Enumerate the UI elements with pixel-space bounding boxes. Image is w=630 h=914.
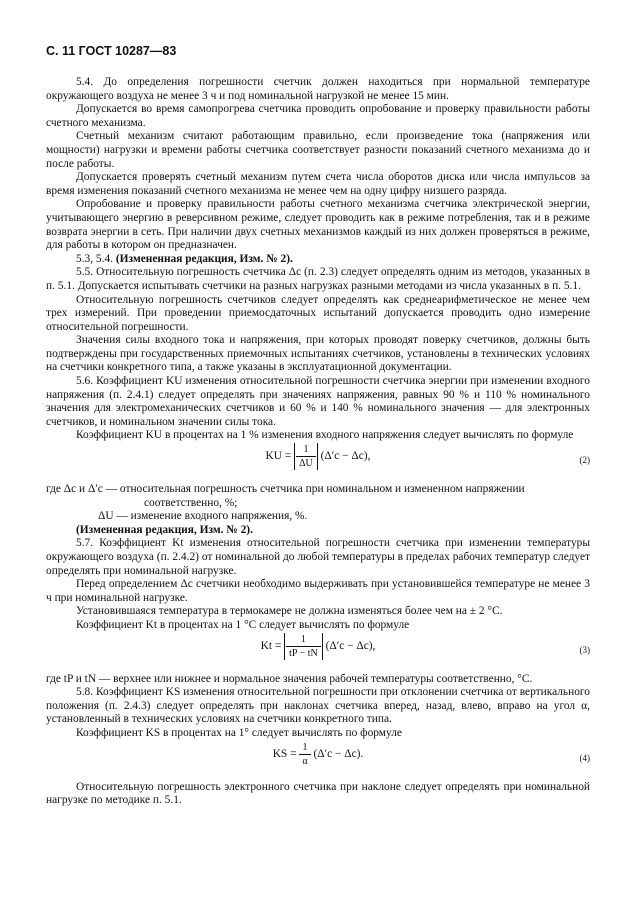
formula-number: (3) — [579, 644, 590, 655]
formula-rhs: (Δ′c − Δc). — [313, 747, 364, 760]
where-line: ΔU — изменение входного напряжения, %. — [98, 510, 308, 523]
formula-lhs: KU = — [265, 450, 292, 463]
paragraph: Счетный механизм считают работающим правильно, если произведение тока (напряжения или мощности) нагрузки и времени работы счетчика соответствует разности показаний счетного механизма до и после работы. — [46, 130, 590, 170]
paragraph: 5.8. Коэффициент KS изменения относительной погрешности при отклонении счетчика от вертикального положения (п. 2.4.3) следует определять при наклонах счетчика вперед, назад, влево, вправо на угол α, установленный в технических условиях на счетчики конкретного типа. — [46, 686, 590, 726]
amendment-text: (Измененная редакция, Изм. № 2). — [115, 252, 293, 265]
formula-lhs: KS = — [272, 747, 297, 760]
formula-4 — [46, 741, 590, 781]
formula-2 — [46, 443, 590, 483]
formula-denominator: tP − tN — [286, 646, 321, 660]
paragraph: Коэффициент KS в процентах на 1° следует вычислять по формуле — [76, 726, 402, 739]
where-line: где tP и tN — верхнее или нижнее и нормальное значения рабочей температуры соответственно, °С. — [46, 672, 533, 685]
formula-3 — [46, 633, 590, 673]
paragraph: Коэффициент KU в процентах на 1 % изменения входного напряжения следует вычислять по формуле — [76, 429, 574, 442]
paragraph: Установившаяся температура в термокамере не должна изменяться более чем на ± 2 °С. — [76, 605, 503, 618]
paragraph: Допускается проверять счетный механизм путем счета числа оборотов диска или числа импульсов за время изменения показаний счетного механизма не менее чем на одну цифру низшего разряда. — [46, 171, 590, 197]
formula-numerator: 1 — [300, 633, 306, 645]
where-block-2 — [46, 483, 590, 524]
paragraph: 5.7. Коэффициент Kt изменения относительной погрешности счетчика при изменении температуры окружающего воздуха (п. 2.4.2) от номинальной до любой температуры в пределах рабочих температур следует определять при номинальной нагрузке. — [46, 537, 590, 577]
paragraph: Допускается во время самопрогрева счетчика проводить опробование и проверку правильности работы счетного механизма. — [46, 103, 590, 129]
where-line: соответственно, %; — [144, 496, 238, 509]
formula-rhs: (Δ′c − Δc), — [320, 450, 371, 463]
formula-number: (4) — [579, 752, 590, 763]
formula-numerator: 1 — [302, 741, 308, 753]
paragraph: Относительную погрешность счетчиков следует определять как среднеарифметическое не менее чем трех измерений. При проведении приемосдаточных испытаний допускается проводить одно измерение относительной погрешности. — [46, 293, 590, 333]
formula-numerator: 1 — [303, 444, 309, 456]
formula-number: (2) — [579, 455, 590, 466]
amendment-note: (Измененная редакция, Изм. № 2). — [76, 523, 253, 536]
document-body — [46, 76, 590, 808]
paragraph: Перед определением Δc счетчики необходимо выдерживать при установившейся температуре не менее 3 ч при номинальной нагрузке. — [46, 578, 590, 604]
formula-denominator: ΔU — [296, 456, 316, 470]
paragraph: 5.4. До определения погрешности счетчик должен находиться при нормальной температуре окружающего воздуха не менее 3 ч и под номинальной нагрузкой не менее 15 мин. — [46, 76, 590, 102]
page-header: С. 11 ГОСТ 10287—83 — [46, 44, 177, 58]
paragraph: Опробование и проверку правильности работы счетного механизма счетчика электрической энергии, учитывающего энергию в реверсивном режиме, следует проводить как в режиме потребления, так и в режиме возврата энергии в сеть. При наличии двух счетных механизмов каждый из них должен проверяться в режиме, для работы в котором он предназначен. — [46, 198, 590, 252]
formula-rhs: (Δ′c − Δc), — [325, 639, 376, 652]
page — [46, 44, 590, 808]
amendment-note — [46, 253, 590, 267]
formula-lhs: Kt = — [260, 639, 282, 652]
where-line: где Δc и Δ′c — относительная погрешность счетчика при номинальном и измененном напряжении — [46, 483, 525, 496]
paragraph: 5.6. Коэффициент KU изменения относительной погрешности счетчика энергии при изменении входного напряжения (п. 2.4.1) следует определять при значениях напряжения, равных 90 % и 110 % номинального значения для электромеханических счетчиков и 60 % и 140 % номинального значения — для электронных счетчиков, и номинальном значении силы тока. — [46, 375, 590, 428]
formula-denominator: α — [299, 754, 310, 768]
paragraph: Коэффициент Kt в процентах на 1 °С следует вычислять по формуле — [76, 618, 410, 631]
paragraph: 5.5. Относительную погрешность счетчика Δc (п. 2.3) следует определять одним из методов, указанных в п. 5.1. Допускается испытывать счетчики на разных нагрузках разными методами из числа указанных в п. 5.1. — [46, 266, 590, 292]
amendment-prefix: 5.3, 5.4. — [76, 252, 114, 265]
paragraph: Значения силы входного тока и напряжения, при которых проводят поверку счетчиков, должны быть подтверждены при государственных приемочных испытаниях счетчиков, установлены в технических условиях на счетчики конкретного типа, а также указаны в эксплуатационной документации. — [46, 334, 590, 374]
paragraph: Относительную погрешность электронного счетчика при наклоне следует определять при номинальной нагрузке по методике п. 5.1. — [46, 780, 590, 807]
